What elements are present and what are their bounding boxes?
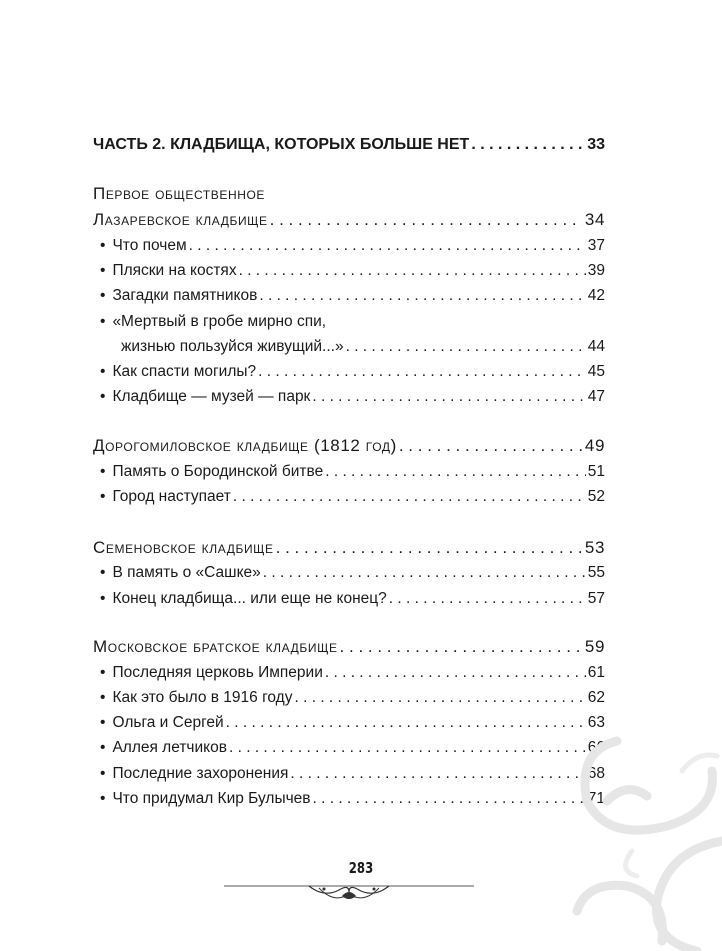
leader-dots [399,435,583,457]
toc-page-number: 62 [587,689,605,706]
page-number: 283 [348,859,374,877]
bullet-icon: • [100,388,106,405]
toc-page-number: 42 [587,287,605,304]
toc-page-number: 68 [587,765,605,782]
toc-item[interactable] [93,737,605,759]
toc-item-label: Последние захоронения [112,765,289,782]
toc-part-heading[interactable] [93,134,605,156]
toc-page-number: 33 [587,136,605,153]
toc-page-number: 45 [587,363,605,380]
toc-section-dorogomilovskoe[interactable] [93,435,605,457]
bullet-icon: • [100,790,106,807]
leader-dots [313,788,586,810]
leader-dots [389,588,586,610]
toc-section-lazarevskoe[interactable] [93,209,605,231]
bullet-icon: • [100,664,106,681]
toc-page-number: 57 [587,590,605,607]
toc-section-semenovskoe[interactable] [93,537,605,559]
corner-swirl-icon [547,711,722,951]
toc-page-number: 47 [587,388,605,405]
toc-item-label: Как это было в 1916 году [112,689,293,706]
toc-page-number: 53 [584,538,605,557]
toc-item-label: Кладбище — музей — парк [112,388,311,405]
footer-ornament-icon [224,878,474,908]
bullet-icon: • [100,739,106,756]
toc-item-label: Аллея летчиков [112,739,227,756]
toc-section-label: Московское братское кладбище [93,637,338,656]
toc-page-number: 55 [587,564,605,581]
leader-dots [294,687,585,709]
toc-item-label: Что почем [112,237,187,254]
toc-item-label: Что придумал Кир Булычев [112,790,311,807]
leader-dots [263,562,586,584]
bullet-icon: • [100,564,106,581]
leader-dots [233,486,586,508]
leader-dots [312,386,585,408]
toc-item-label: «Мертвый в гробе мирно спи, [112,313,327,330]
toc-item[interactable] [93,562,605,584]
toc-item-label: Ольга и Сергей [112,714,224,731]
toc-item[interactable] [93,235,605,257]
toc-page-number: 51 [587,463,605,480]
toc-page-number: 49 [584,436,605,455]
toc-page-number: 71 [587,790,605,807]
toc-item[interactable] [93,763,605,785]
toc-item[interactable] [93,486,605,508]
toc-item[interactable] [93,260,605,282]
toc-section-title-line1: Первое общественное [93,184,266,203]
bullet-icon: • [100,313,106,330]
leader-dots [340,636,583,658]
toc-section-label: Дорогомиловское кладбище (1812 год) [93,436,397,455]
toc-item-label: Пляски на костях [112,262,237,279]
toc-item[interactable] [93,336,605,358]
bullet-icon: • [100,714,106,731]
leader-dots [290,763,585,785]
toc-item[interactable] [93,712,605,734]
leader-dots [276,537,583,559]
leader-dots [346,336,586,358]
bullet-icon: • [100,262,106,279]
toc-item[interactable] [93,662,605,684]
toc-item-label: Город наступает [112,488,231,505]
bullet-icon: • [100,765,106,782]
toc-part-label: ЧАСТЬ 2. КЛАДБИЩА, КОТОРЫХ БОЛЬШЕ НЕТ [93,136,470,153]
toc-item[interactable] [93,687,605,709]
toc-page-number: 63 [587,714,605,731]
toc-page-number: 34 [584,210,605,229]
toc-item[interactable] [93,386,605,408]
leader-dots [471,134,585,156]
toc-page-number: 39 [587,262,605,279]
bullet-icon: • [100,590,106,607]
bullet-icon: • [100,689,106,706]
leader-dots [325,461,586,483]
leader-dots [258,361,586,383]
toc-item[interactable] [93,588,605,610]
toc-item-label: Память о Бородинской битве [112,463,324,480]
leader-dots [189,235,586,257]
leader-dots [270,209,583,231]
toc-section-label: Лазаревское кладбище [93,210,268,229]
toc-page-number: 66 [587,739,605,756]
toc-item[interactable] [93,361,605,383]
leader-dots [229,737,586,759]
toc-page-number: 37 [587,237,605,254]
toc-page-number: 61 [587,664,605,681]
bullet-icon: • [100,488,106,505]
toc-page-number: 44 [587,338,605,355]
bullet-icon: • [100,287,106,304]
toc-item[interactable] [93,788,605,810]
toc-item[interactable] [93,461,605,483]
toc-item[interactable] [93,285,605,307]
toc-item-label: Как спасти могилы? [112,363,257,380]
bullet-icon: • [100,463,106,480]
leader-dots [325,662,586,684]
toc-item-label: жизнью пользуйся живущий...» [121,338,344,355]
bullet-icon: • [100,237,106,254]
toc-page-number: 52 [587,488,605,505]
leader-dots [259,285,585,307]
toc-item-label: В память о «Сашке» [112,564,261,581]
toc-item-label: Конец кладбища... или еще не конец? [112,590,387,607]
leader-dots [239,260,586,282]
toc-item-label: Последняя церковь Империи [112,664,323,681]
bullet-icon: • [100,363,106,380]
toc-page-number: 59 [584,637,605,656]
toc-section-label: Семеновское кладбище [93,538,274,557]
leader-dots [226,712,586,734]
toc-item-label: Загадки памятников [112,287,258,304]
toc-item-first-line[interactable] [93,311,326,333]
toc-section-bratskoe[interactable] [93,636,605,658]
